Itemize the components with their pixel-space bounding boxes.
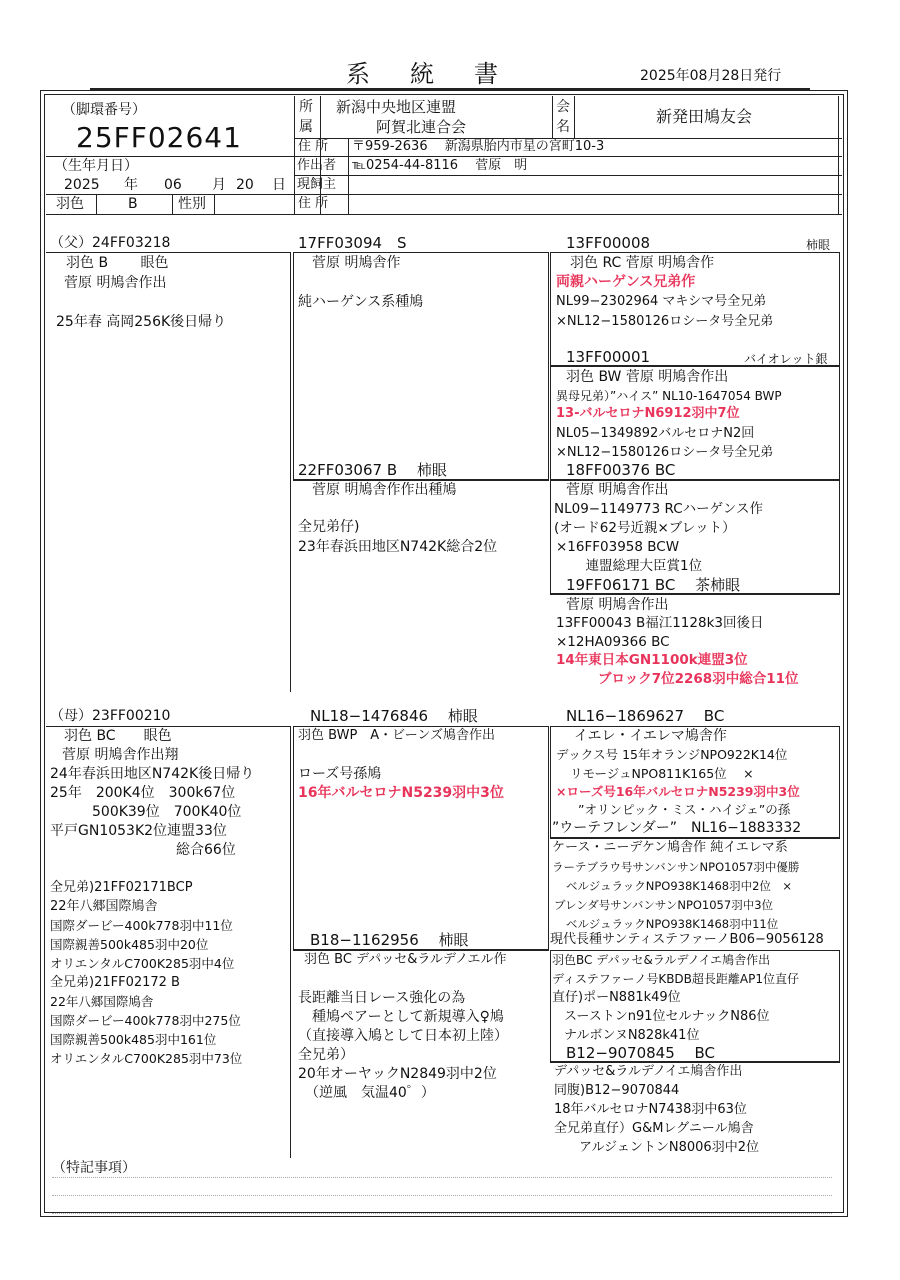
notes-line <box>52 1213 832 1214</box>
dss-line-2: リモージュNPO811K165位 × <box>570 766 754 781</box>
birth-month: 06 <box>164 177 182 193</box>
dam-right-edge <box>290 726 291 1158</box>
club-name: 新発田鳩友会 <box>656 107 753 126</box>
notes-label: （特記事項） <box>52 1160 136 1176</box>
sds-line-3: ×16FF03958 BCW <box>556 539 680 555</box>
birth-day: 20 <box>236 177 254 193</box>
sss-line-a: NL99−2302964 マキシマ号全兄弟 <box>556 294 767 309</box>
info-divider <box>294 96 295 214</box>
ds-header: NL18−1476846 柿眼 <box>310 707 478 725</box>
info-line <box>294 194 842 195</box>
breeder-label: 作出者 <box>297 158 337 173</box>
color-divider <box>96 194 97 214</box>
ds-box <box>293 726 549 950</box>
day-unit: 日 <box>272 177 286 193</box>
sire-header: （父）24FF03218 <box>50 235 171 251</box>
birth-year: 2025 <box>64 177 100 193</box>
label-col-divider-2 <box>348 138 349 214</box>
sire-line-1: 菅原 明鳩舎作出 <box>64 275 167 291</box>
dss-line-0: イエレ・イエレマ鳩舎作 <box>574 728 727 744</box>
ddd-line-3: 全兄弟直仔）G&Mレグニール鳩舎 <box>554 1121 754 1136</box>
sd-line-2: 全兄弟仔) <box>298 519 360 535</box>
ss-box <box>293 252 549 480</box>
sdd-line-1: 13FF00043 B福江1128k3回後日 <box>556 615 764 631</box>
ssd-header: 13FF00001 <box>566 348 651 366</box>
sd-header: 22FF03067 B 柿眼 <box>298 461 447 479</box>
info-line <box>46 214 842 215</box>
sd-line <box>293 480 549 481</box>
dss-red: ×ローズ号16年バルセロナN5239羽中3位 <box>556 784 800 799</box>
info-line <box>46 156 294 157</box>
ring-number: 25FF02641 <box>76 121 242 154</box>
info-right-edge <box>838 96 839 214</box>
month-unit: 月 <box>212 177 226 193</box>
ddd-line-2: 18年バルセロナN7438羽中63位 <box>554 1102 747 1117</box>
color-divider <box>172 194 173 214</box>
sd-line-0: 菅原 明鳩舎作作出種鳩 <box>312 482 457 498</box>
year-unit: 年 <box>124 177 138 193</box>
sds-line-4: 連盟総理大臣賞1位 <box>572 558 703 574</box>
dam-line-9: 22年八郷国際鳩舎 <box>50 899 158 914</box>
dam-line-13: 全兄弟)21FF02172 B <box>50 975 180 990</box>
ssd-line-1: 羽色 BW 菅原 明鳩舎作出 <box>566 369 729 385</box>
dsd-line-1: ラーテブラウ号サンバンサンNPO1057羽中優勝 <box>552 860 800 874</box>
dd-line-4: （直接導入鳩として日本初上陸） <box>298 1028 508 1044</box>
dss-header: NL16−1869627 BC <box>566 707 725 725</box>
sss-line-b: ×NL12−1580126ロシータ号全兄弟 <box>556 314 774 329</box>
ddd-line-4: アルジェントンN8006羽中2位 <box>566 1140 759 1155</box>
dam-line <box>46 726 290 727</box>
dam-line-2: 24年春浜田地区N742K後日帰り <box>50 766 255 782</box>
ss-line-0: 菅原 明鳩舎作 <box>312 255 401 271</box>
ssd-line-2: 異母兄弟）”ハイス” NL10-1647054 BWP <box>556 389 782 403</box>
dsd-line-2: ベルジュラックNPO938K1468羽中2位 × <box>566 879 793 893</box>
sds-line-0: 菅原 明鳩舎作出 <box>566 482 669 498</box>
ds-line-1: ローズ号孫鳩 <box>298 766 382 782</box>
dam-line-11: 国際親善500k485羽中20位 <box>50 937 209 952</box>
dsd-line-4: ベルジュラックNPO938K1468羽中11位 <box>566 917 779 931</box>
affil-line-1: 新潟中央地区連盟 <box>336 98 457 116</box>
dam-line-6: 総合66位 <box>50 842 236 858</box>
sd-line-3: 23年春浜田地区N742K総合2位 <box>298 539 498 555</box>
owner-address-label: 住 所 <box>298 196 329 211</box>
sss-red: 両親ハーゲンス兄弟作 <box>556 274 696 290</box>
dsd-header: ”ウーテフレンダー” NL16−1883332 <box>552 820 802 836</box>
ssd-red: 13-バルセロナN6912羽中7位 <box>556 406 740 421</box>
sex-label: 性別 <box>178 196 206 212</box>
dam-line-5: 平戸GN1053K2位連盟33位 <box>50 823 227 839</box>
dd-line-3: 種鳩ペアーとして新規導入♀鳩 <box>298 1009 504 1025</box>
breeder-value: ℡0254-44-8116 菅原 明 <box>352 158 528 173</box>
sdd-line <box>550 594 840 595</box>
ring-label: （脚環番号） <box>62 102 146 118</box>
dam-line-14: 22年八郷国際鳩舎 <box>50 994 154 1009</box>
sdd-red-1: 14年東日本GN1100k連盟3位 <box>556 652 748 668</box>
color-value: B <box>128 196 138 212</box>
address-value: 〒959-2636 新潟県胎内市星の宮町10-3 <box>352 139 605 154</box>
sire-line <box>46 252 290 253</box>
ds-line-0: 羽色 BWP A・ビーンズ鳩舎作出 <box>298 728 496 743</box>
ddd-header: B12−9070845 BC <box>566 1044 716 1062</box>
issue-date: 2025年08月28日発行 <box>640 68 782 84</box>
sds-header: 18FF00376 BC <box>566 461 676 479</box>
dds-line-2: 直仔)ポーN881k49位 <box>552 990 681 1005</box>
info-line <box>294 156 842 157</box>
dsd-line-3: ブレンダ号サンバンサンNPO1057羽中3位 <box>554 898 774 912</box>
affil-label-1: 所 <box>299 99 313 115</box>
dds-header: 現代長種サンティステファーノB06−9056128 <box>550 932 824 947</box>
club-label-1: 会 <box>556 99 570 115</box>
dam-line-3: 25年 200K4位 300k67位 <box>50 785 236 801</box>
notes-line <box>52 1195 832 1196</box>
page-title: 系 統 書 <box>346 60 506 88</box>
color-label: 羽色 <box>56 196 84 212</box>
dss-line-1: デックス号 15年オランジNPO922K14位 <box>556 747 788 762</box>
sire-right-edge <box>290 252 291 692</box>
ds-red: 16年バルセロナN5239羽中3位 <box>298 785 504 801</box>
birth-label: （生年月日） <box>54 158 138 174</box>
dds-line-1: ディステファーノ号KBDB超長距離AP1位直仔 <box>552 972 799 986</box>
address-label: 住 所 <box>298 139 329 154</box>
club-divider <box>574 96 575 138</box>
dsd-line-0: ケース・ニーデケン鳩舎作 純イエレマ系 <box>552 840 788 855</box>
ss-header: 17FF03094 S <box>298 234 407 252</box>
dam-line-0: 羽色 BC 眼色 <box>64 728 172 744</box>
sire-line-3: 25年春 高岡256K後日帰り <box>56 314 227 330</box>
dd-line-2: 長距離当日レース強化の為 <box>298 990 466 1006</box>
dam-line-12: オリエンタルC700K285羽中4位 <box>50 956 235 971</box>
sdd-header: 19FF06171 BC 茶柿眼 <box>566 576 741 594</box>
dam-line-16: 国際親善500k485羽中161位 <box>50 1032 217 1047</box>
sdd-red-2: ブロック7位2268羽中総合11位 <box>598 671 799 687</box>
dd-line-7: （逆風 気温40゜） <box>298 1085 435 1101</box>
affil-label-2: 属 <box>299 119 313 135</box>
dd-line-5: 全兄弟） <box>298 1047 354 1063</box>
ssd-eye: バイオレット銀 <box>744 352 828 366</box>
notes-line <box>52 1177 832 1178</box>
dam-line-10: 国際ダービー400k778羽中11位 <box>50 918 233 933</box>
sss-eye: 柿眼 <box>806 238 831 252</box>
club-divider <box>552 96 553 138</box>
owner-label: 現飼主 <box>297 177 337 192</box>
dss-line-3: ”オリンピック・ミス・ハイジェ”の孫 <box>578 802 791 817</box>
sex-divider <box>214 194 215 214</box>
ddd-line-1: 同腹)B12−9070844 <box>554 1083 680 1098</box>
ssd-line-b: ×NL12−1580126ロシータ号全兄弟 <box>556 445 774 460</box>
dam-line-17: オリエンタルC700K285羽中73位 <box>50 1051 243 1066</box>
dam-line-1: 菅原 明鳩舎作出翔 <box>62 747 179 763</box>
ddd-line <box>550 1062 840 1063</box>
info-line <box>294 175 842 176</box>
dds-line-0: 羽色BC デパッセ&ラルデノイエ鳩舎作出 <box>552 953 771 967</box>
dam-line-4: 500K39位 700K40位 <box>50 804 242 820</box>
sds-line-1: NL09−1149773 RCハーゲンス作 <box>554 501 763 517</box>
sds-line-2: (オード62号近親×ブレット） <box>554 520 736 536</box>
sire-line-0: 羽色 B 眼色 <box>66 255 169 271</box>
dam-line-8: 全兄弟)21FF02171BCP <box>50 880 193 895</box>
dd-line-0: 羽色 BC デパッセ&ラルデノエル作 <box>304 952 507 967</box>
sss-line-1: 羽色 RC 菅原 明鳩舎作 <box>570 255 715 271</box>
dsd-line <box>550 838 840 839</box>
ss-line-2: 純ハーゲンス系種鳩 <box>298 294 424 310</box>
sdd-line-0: 菅原 明鳩舎作出 <box>566 597 669 613</box>
dam-line-15: 国際ダービー400k778羽中275位 <box>50 1013 241 1028</box>
dd-line <box>293 950 549 951</box>
sss-header: 13FF00008 <box>566 234 651 252</box>
dam-header: （母）23FF00210 <box>50 708 171 724</box>
dds-line-4: ナルボンヌN828k41位 <box>564 1028 700 1043</box>
info-line <box>46 194 294 195</box>
club-label-2: 名 <box>556 119 570 135</box>
ssd-line-a: NL05−1349892バルセロナN2回 <box>556 426 755 441</box>
ddd-line-0: デパッセ&ラルデノイエ鳩舎作出 <box>554 1064 743 1079</box>
affil-line-2: 阿賀北連合会 <box>376 118 467 136</box>
dd-line-6: 20年オーヤックN2849羽中2位 <box>298 1066 497 1082</box>
sdd-line-2: ×12HA09366 BC <box>556 634 670 650</box>
dd-header: B18−1162956 柿眼 <box>310 931 469 949</box>
dds-line-3: スーストンn91位セルナックN86位 <box>564 1009 770 1024</box>
